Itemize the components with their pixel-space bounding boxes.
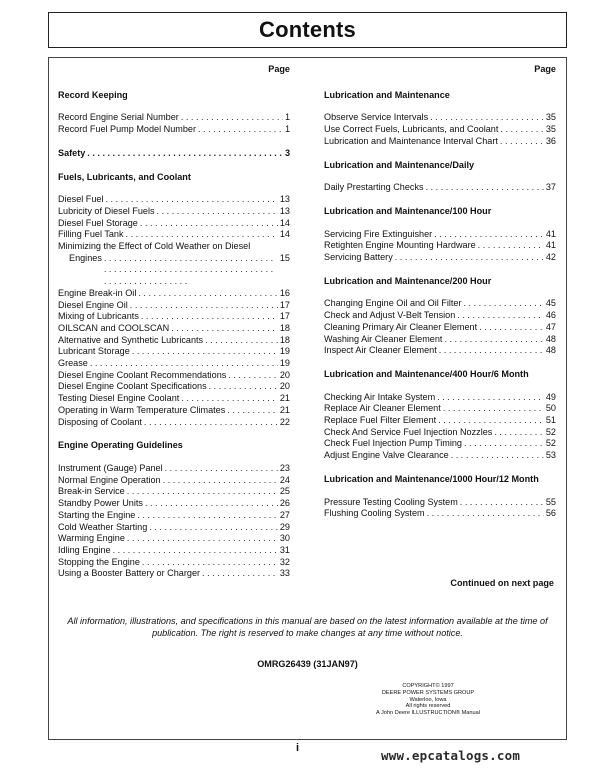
toc-entry[interactable] [58, 510, 290, 522]
toc-entry-page: 37 [545, 182, 556, 193]
toc-entry-page: 41 [545, 228, 556, 239]
toc-entry-label: Checking Air Intake System [324, 391, 436, 402]
toc-entry[interactable] [58, 381, 290, 393]
toc-entry-page: 52 [545, 426, 556, 437]
dot-leader [104, 253, 278, 288]
toc-entry-label: Starting the Engine [58, 509, 136, 520]
dot-leader [163, 475, 278, 487]
toc-entry-label: OILSCAN and COOLSCAN [58, 322, 170, 333]
publication-notice: All information, illustrations, and specifications in this manual are based on the latest information available at the time of publication. The right is reserved to make changes at any time without notice. [67, 616, 548, 638]
toc-entry-label: Daily Prestarting Checks [324, 182, 424, 193]
toc-entry-label: Changing Engine Oil and Oil Filter [324, 298, 462, 309]
toc-entry-label: Cold Weather Starting [58, 521, 148, 532]
dot-leader [426, 182, 544, 194]
toc-entry[interactable] [58, 533, 290, 545]
dot-leader [181, 393, 278, 405]
toc-entry[interactable] [324, 124, 556, 136]
dot-leader [149, 522, 278, 534]
copyright-block [363, 683, 493, 717]
toc-entry[interactable] [324, 298, 556, 310]
toc-entry-label: Diesel Fuel [58, 194, 104, 205]
dot-leader [478, 240, 544, 252]
toc-entry-label: Adjust Engine Valve Clearance [324, 450, 449, 461]
copyright-line: Waterloo, Iowa [409, 696, 447, 703]
toc-entry[interactable] [58, 288, 290, 300]
toc-entry[interactable] [324, 438, 556, 450]
toc-entry-label: Servicing Fire Extinguisher [324, 228, 433, 239]
toc-entry-page: 25 [279, 486, 290, 497]
toc-entry[interactable] [58, 486, 290, 498]
page-column-header: Page [268, 64, 290, 74]
toc-entry-page: 51 [545, 415, 556, 426]
toc-entry[interactable] [58, 393, 290, 405]
toc-entry-page: 49 [545, 391, 556, 402]
toc-entry-label: Safety [58, 147, 86, 158]
dot-leader [165, 463, 278, 475]
toc-entry[interactable] [58, 194, 290, 206]
dot-leader [205, 335, 278, 347]
toc-entry[interactable] [58, 498, 290, 510]
toc-entry[interactable] [58, 124, 290, 136]
dot-leader [141, 311, 278, 323]
toc-entry[interactable] [58, 218, 290, 230]
toc-entry[interactable] [324, 182, 556, 194]
title-box [48, 12, 567, 48]
toc-entry-label: Inspect Air Cleaner Element [324, 345, 437, 356]
dot-leader [443, 403, 544, 415]
toc-entry[interactable] [324, 334, 556, 346]
toc-entry[interactable] [58, 300, 290, 312]
toc-entry-page: 16 [279, 287, 290, 298]
section-entries [58, 194, 290, 428]
toc-entry-label: Diesel Engine Coolant Recommendations [58, 369, 227, 380]
toc-entry[interactable] [58, 463, 290, 475]
dot-leader [209, 381, 278, 393]
toc-entry-page: 14 [279, 217, 290, 228]
toc-entry[interactable] [58, 522, 290, 534]
dot-leader [434, 229, 544, 241]
dot-leader [494, 427, 544, 439]
toc-entry[interactable] [58, 545, 290, 557]
toc-entry-label: Lubricity of Diesel Fuels [58, 205, 155, 216]
toc-entry-page: 14 [279, 229, 290, 240]
toc-entry-page: 21 [279, 393, 290, 404]
toc-entry-page: 20 [279, 381, 290, 392]
section-entries [324, 112, 556, 147]
toc-entry-page: 53 [545, 450, 556, 461]
toc-entry[interactable] [58, 311, 290, 323]
toc-entry-page: 52 [545, 438, 556, 449]
dot-leader [479, 322, 544, 334]
toc-entry-page: 55 [545, 496, 556, 507]
toc-entry-label: Replace Fuel Filter Element [324, 415, 437, 426]
section-heading: Lubrication and Maintenance/Daily [324, 159, 475, 170]
toc-entry-page: 31 [279, 544, 290, 555]
toc-entry-label: Stopping the Engine [58, 556, 140, 567]
dot-leader [439, 345, 544, 357]
copyright-line: A John Deere ILLUSTRUCTION® Manual [376, 710, 480, 717]
toc-entry[interactable] [58, 346, 290, 358]
toc-entry[interactable] [324, 240, 556, 252]
toc-entry-label: Retighten Engine Mounting Hardware [324, 240, 476, 251]
toc-entry[interactable] [324, 112, 556, 124]
copyright-line: DEERE POWER SYSTEMS GROUP [381, 689, 475, 696]
dot-leader [181, 112, 283, 124]
toc-entry-label: Break-in Service [58, 486, 125, 497]
toc-entry[interactable] [324, 345, 556, 357]
dot-leader [500, 124, 543, 136]
toc-entry-page: 17 [279, 311, 290, 322]
dot-leader [464, 438, 544, 450]
toc-entry-page: 30 [279, 533, 290, 544]
toc-entry-page: 26 [279, 498, 290, 509]
section-heading: Lubrication and Maintenance/400 Hour/6 Month [324, 368, 529, 379]
page-number: i [296, 742, 300, 754]
toc-entry-label: Instrument (Gauge) Panel [58, 462, 163, 473]
dot-leader [228, 370, 278, 382]
toc-entry-label: Grease [58, 358, 88, 369]
toc-entry-page: 50 [545, 403, 556, 414]
toc-entry-page: 17 [279, 299, 290, 310]
dot-leader [464, 298, 544, 310]
toc-entry-page: 41 [545, 240, 556, 251]
toc-entry-page: 27 [279, 509, 290, 520]
toc-entry[interactable] [324, 310, 556, 322]
toc-entry-page: 21 [279, 404, 290, 415]
dot-leader [132, 346, 278, 358]
dot-leader [460, 497, 544, 509]
toc-entry-page: 19 [279, 346, 290, 357]
dot-leader [451, 450, 544, 462]
dot-leader [157, 206, 278, 218]
toc-entry-label: Use Correct Fuels, Lubricants, and Coolant [324, 124, 499, 135]
section-heading: Engine Operating Guidelines [58, 440, 183, 451]
copyright-line: COPYRIGHT© 1997 [402, 683, 454, 689]
dot-leader [130, 300, 278, 312]
dot-leader [137, 510, 278, 522]
toc-entry-page: 22 [279, 416, 290, 427]
toc-entry-label: Cleaning Primary Air Cleaner Element [324, 321, 478, 332]
toc-entry[interactable] [58, 417, 290, 429]
section-entries [324, 497, 556, 520]
toc-entry-page: 18 [279, 334, 290, 345]
toc-entry-label: Diesel Engine Coolant Specifications [58, 381, 207, 392]
toc-entry-label: Pressure Testing Cooling System [324, 496, 458, 507]
document-code: OMRG26439 (31JAN97) [257, 659, 358, 669]
toc-entry[interactable] [324, 229, 556, 241]
dot-leader [145, 498, 278, 510]
toc-entry[interactable] [324, 136, 556, 148]
toc-entry-page: 1 [284, 124, 290, 135]
toc-entry-label: Record Engine Serial Number [58, 112, 179, 123]
dot-leader [500, 136, 544, 148]
toc-entry-page: 3 [284, 147, 290, 158]
section-heading: Lubrication and Maintenance/100 Hour [324, 205, 492, 216]
toc-entry-page: 13 [279, 205, 290, 216]
toc-entry-label: Diesel Fuel Storage [58, 217, 138, 228]
toc-entry-page: 46 [545, 310, 556, 321]
toc-entry-label: Warming Engine [58, 533, 125, 544]
section-entries [324, 182, 556, 194]
toc-entry[interactable] [58, 206, 290, 218]
section-heading: Lubrication and Maintenance/200 Hour [324, 275, 492, 286]
section-entries [58, 463, 290, 580]
toc-entry-page: 56 [545, 508, 556, 519]
toc-entry[interactable] [58, 370, 290, 382]
toc-entry[interactable] [324, 450, 556, 462]
toc-entry[interactable] [58, 475, 290, 487]
toc-entry-page: 32 [279, 556, 290, 567]
toc-entry[interactable] [58, 229, 290, 241]
toc-entry[interactable] [324, 252, 556, 264]
toc-entry-label: Servicing Battery [324, 252, 393, 263]
toc-entry-label: Replace Air Cleaner Element [324, 403, 441, 414]
toc-entry-page: 35 [545, 124, 556, 135]
toc-entry-label: Lubricant Storage [58, 346, 130, 357]
toc-entry[interactable] [58, 112, 290, 124]
section-entries [324, 392, 556, 462]
dot-leader [127, 486, 278, 498]
page-column-header: Page [534, 64, 556, 74]
toc-entry[interactable] [58, 148, 290, 160]
dot-leader [87, 148, 283, 160]
dot-leader [138, 288, 278, 300]
dot-leader [427, 508, 544, 520]
dot-leader [144, 417, 278, 429]
toc-entry-label: Testing Diesel Engine Coolant [58, 393, 180, 404]
toc-entry-page: 36 [545, 135, 556, 146]
toc-entry[interactable] [324, 508, 556, 520]
dot-leader [437, 392, 544, 404]
toc-entry[interactable] [58, 335, 290, 347]
dot-leader [90, 358, 278, 370]
toc-entry-label: Standby Power Units [58, 498, 143, 509]
toc-entry[interactable] [324, 427, 556, 439]
toc-entry[interactable] [324, 415, 556, 427]
page-title: Contents [259, 17, 356, 42]
toc-entry-page: 20 [279, 369, 290, 380]
toc-entry[interactable] [58, 323, 290, 335]
dot-leader [438, 415, 544, 427]
toc-entry-label: Normal Engine Operation [58, 474, 161, 485]
toc-entry[interactable] [58, 405, 290, 417]
section-entries [324, 298, 556, 357]
toc-entry[interactable] [58, 241, 290, 288]
toc-entry-page: 24 [279, 474, 290, 485]
toc-entry[interactable] [324, 403, 556, 415]
watermark: www.epcatalogs.com [381, 748, 521, 763]
toc-entry-label: Minimizing the Effect of Cold Weather on Diesel [58, 241, 251, 252]
toc-entry-page: 19 [279, 358, 290, 369]
dot-leader [126, 229, 278, 241]
toc-entry-label: Engine Break-in Oil [58, 287, 137, 298]
contents-right-column [324, 64, 556, 532]
toc-entry-label: Idling Engine [58, 544, 111, 555]
copyright-line: All rights reserved [405, 703, 451, 710]
toc-entry-page: 13 [279, 194, 290, 205]
toc-entry-page: 1 [284, 112, 290, 123]
section-heading: Lubrication and Maintenance/1000 Hour/12 Month [324, 473, 539, 484]
dot-leader [171, 323, 278, 335]
toc-entry-label: Check and Adjust V-Belt Tension [324, 310, 456, 321]
toc-entry-page: 33 [279, 568, 290, 579]
toc-entry-page: 15 [279, 252, 290, 263]
dot-leader [140, 218, 278, 230]
toc-entry-label: Diesel Engine Oil [58, 299, 128, 310]
dot-leader [198, 124, 283, 136]
section-heading: Record Keeping [58, 89, 128, 100]
dot-leader [444, 334, 543, 346]
toc-entry-label: Alternative and Synthetic Lubricants [58, 334, 204, 345]
dot-leader [227, 405, 278, 417]
toc-entry-page: 42 [545, 252, 556, 263]
toc-entry-page: 29 [279, 521, 290, 532]
toc-entry[interactable] [324, 497, 556, 509]
section-entries [324, 229, 556, 264]
toc-entry[interactable] [58, 557, 290, 569]
toc-entry-page: 35 [545, 112, 556, 123]
section-entries [58, 112, 290, 135]
toc-entry-label: Flushing Cooling System [324, 508, 425, 519]
toc-entry-label: Operating in Warm Temperature Climates [58, 404, 226, 415]
toc-entry-page: 23 [279, 462, 290, 473]
toc-entry[interactable] [58, 568, 290, 580]
dot-leader [202, 568, 278, 580]
toc-entry-page: 48 [545, 345, 556, 356]
toc-entry-label: Washing Air Cleaner Element [324, 333, 443, 344]
dot-leader [430, 112, 544, 124]
toc-entry[interactable] [324, 392, 556, 404]
toc-entry-label: Check Fuel Injection Pump Timing [324, 438, 462, 449]
dot-leader [127, 533, 278, 545]
section-heading: Fuels, Lubricants, and Coolant [58, 171, 191, 182]
toc-entry[interactable] [58, 358, 290, 370]
contents-left-column [58, 64, 290, 592]
toc-entry-label: Lubrication and Maintenance Interval Chart [324, 135, 498, 146]
section-heading: Lubrication and Maintenance [324, 89, 450, 100]
toc-entry-label: Filling Fuel Tank [58, 229, 124, 240]
dot-leader [457, 310, 544, 322]
continued-note: Continued on next page [450, 578, 554, 588]
toc-entry[interactable] [324, 322, 556, 334]
toc-entry-label: Disposing of Coolant [58, 416, 142, 427]
toc-entry-continuation [58, 253, 290, 288]
toc-entry-page: 47 [545, 321, 556, 332]
toc-entry-label: Record Fuel Pump Model Number [58, 124, 196, 135]
dot-leader [142, 557, 278, 569]
toc-entry-label: Observe Service Intervals [324, 112, 429, 123]
toc-entry-page: 18 [279, 322, 290, 333]
toc-entry-label: Using a Booster Battery or Charger [58, 568, 201, 579]
dot-leader [395, 252, 544, 264]
toc-entry-page: 48 [545, 333, 556, 344]
section-entries [58, 148, 290, 160]
toc-entry-label: Check And Service Fuel Injection Nozzles [324, 426, 493, 437]
toc-entry-page: 45 [545, 298, 556, 309]
toc-entry-label-continued: Engines [69, 252, 102, 263]
dot-leader [113, 545, 278, 557]
toc-entry-label: Mixing of Lubricants [58, 311, 139, 322]
dot-leader [106, 194, 278, 206]
